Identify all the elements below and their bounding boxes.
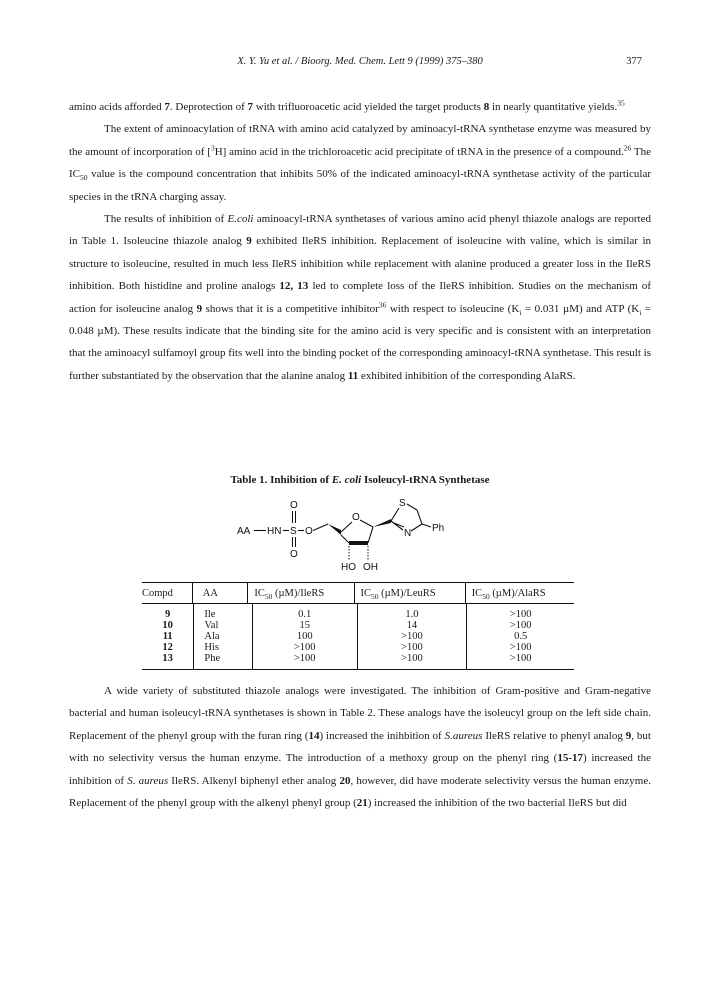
body-text-upper [69, 96, 651, 387]
species-name: S.aureus [444, 729, 483, 742]
compound-ref: 9 [625, 729, 632, 742]
text-span: in nearly quantitative yields. [489, 101, 618, 113]
label-oxygen-link: O [305, 526, 313, 537]
superscript: 3 [210, 143, 215, 153]
compound-ref: 11 [347, 369, 359, 382]
text-span: The results of inhibition of [104, 213, 228, 226]
compound-ref: 9 [196, 302, 203, 315]
cell-compd: 13 [162, 653, 173, 664]
compound-ref: 7 [164, 101, 170, 113]
table-row [142, 604, 574, 620]
compound-ref: 14 [308, 729, 320, 742]
cell-alars: >100 [467, 604, 574, 620]
page-number: 377 [626, 56, 642, 67]
table-1 [142, 582, 574, 670]
cell-leurs: 14 [357, 620, 467, 631]
label-thiazole-nitrogen: N [404, 528, 412, 539]
compound-ref: 7 [247, 101, 253, 113]
compound-ref: 8 [483, 101, 490, 113]
header-ic50-ilers: $IC_{50}$ (µM)/IleRS [248, 583, 354, 603]
citation-ref: 35 [617, 98, 625, 108]
cell-ilers: >100 [252, 642, 357, 653]
citation-ref: 36 [378, 300, 387, 309]
text-span: Isoleucyl-tRNA Synthetase [361, 474, 490, 486]
text-span: led to complete loss of the IleRS inhibition. Studies on the mechanism of action for isoleucine analog [69, 280, 652, 315]
text-span: amino acids afforded [69, 101, 165, 113]
label-hn: HN [267, 526, 282, 537]
paragraph-3 [69, 208, 651, 387]
cell-aa: Phe [194, 653, 253, 669]
label-hydroxyl-right: OH [363, 562, 378, 573]
label-aa: AA [237, 526, 251, 537]
page-header [0, 56, 720, 72]
text-span: IleRS relative to phenyl analog [482, 729, 626, 742]
table-row [142, 620, 574, 631]
text-span: . Deprotection of [169, 101, 248, 113]
text-span: The extent of aminoacylation of tRNA with amino acid catalyzed by aminoacyl-tRNA synthetase enzyme was measured by the amount of incorporation of [ [69, 123, 651, 158]
text-span: ) increased the inihbition of [319, 729, 445, 742]
text-span: value is the compound concentration that inhibits 50% of the indicated aminoacyl-tRNA synthetase activity of the particular species in the tRNA charging assay. [69, 168, 651, 203]
text-span: H] amino acid in the trichloroacetic acid precipitate of tRNA in the presence of a compound. [214, 145, 624, 158]
label-ring-oxygen: O [352, 512, 360, 523]
header-compd: Compd [142, 587, 173, 599]
running-head: X. Y. Yu et al. / Bioorg. Med. Chem. Lett 9 (1999) 375–380 [237, 56, 483, 67]
cell-aa: Ile [194, 604, 253, 620]
header-ic50-leurs: $IC_{50}$ (µM)/LeuRS [354, 583, 465, 603]
cell-compd: 10 [162, 620, 173, 631]
label-sulfur: S [290, 526, 297, 537]
cell-leurs: >100 [357, 653, 467, 669]
compound-ref: 20 [339, 774, 351, 787]
compound-ref: 21 [356, 797, 368, 810]
text-span: = 0.048 µM). These results indicate that the binding site for the amino acid is very specific and is consistent with an interpretation that the aminoacyl sulfamoyl group fits well into the binding pocket of the corresponding aminoacyl-tRNA synthetase. This result is further substantiated by the observation that the alanine analog [69, 302, 651, 382]
chemical-structure [225, 494, 515, 582]
subscript: i [519, 307, 522, 317]
subscript: 50 [80, 173, 88, 183]
cell-leurs: 1.0 [357, 604, 467, 620]
table-header-row [142, 583, 574, 603]
table-row [142, 653, 574, 669]
body-text-lower [69, 680, 651, 814]
cell-alars: >100 [467, 620, 574, 631]
header-aa: AA [192, 583, 248, 603]
species-name: E. coli [331, 474, 362, 486]
text-span: ) increased the inhibition of the two bacterial IleRS but did [367, 797, 627, 810]
text-span: = 0.031 µM) and ATP (K [521, 302, 640, 315]
species-name: E.coli [227, 213, 254, 226]
text-span: with trifluoroacetic acid yielded the target products [253, 101, 484, 113]
subscript: i [639, 307, 642, 317]
cell-compd: 12 [162, 642, 173, 653]
table-1-title [0, 474, 720, 486]
compound-ref: 12, 13 [279, 280, 309, 293]
cell-alars: 0.5 [467, 631, 574, 642]
text-span: IleRS. Alkenyl biphenyl ether analog [168, 774, 340, 787]
cell-compd: 9 [165, 609, 171, 620]
cell-aa: Ala [194, 631, 253, 642]
cell-alars: >100 [467, 653, 574, 669]
table-row [142, 642, 574, 653]
text-span: aminoacyl-tRNA synthetases of various amino acid phenyl thiazole analogs are reported in Table 1. Isoleucine thiazole analog [69, 213, 651, 248]
label-phenyl: Ph [432, 523, 445, 534]
cell-alars: >100 [467, 642, 574, 653]
cell-ilers: 15 [252, 620, 357, 631]
paragraph-1 [69, 96, 651, 118]
cell-leurs: >100 [357, 642, 467, 653]
text-span: The IC [69, 145, 651, 181]
citation-ref: 26 [623, 143, 632, 153]
cell-ilers: 100 [252, 631, 357, 642]
cell-ilers: >100 [252, 653, 357, 669]
text-span: exhibited inhibition of the corresponding AlaRS. [358, 369, 576, 382]
compound-ref: 15-17 [557, 752, 584, 765]
text-span: shows that it is a competitive inhibitor [202, 302, 379, 315]
label-hydroxyl-left: HO [341, 562, 356, 573]
text-span: with respect to isoleucine (K [386, 302, 520, 315]
paragraph-2 [69, 118, 651, 208]
cell-aa: Val [194, 620, 253, 631]
label-oxygen-top: O [290, 500, 298, 511]
cell-compd: 11 [162, 631, 173, 642]
cell-ilers: 0.1 [252, 604, 357, 620]
species-name: S. aureus [127, 774, 169, 787]
cell-leurs: >100 [357, 631, 467, 642]
header-ic50-alars: $IC_{50}$ (µM)/AlaRS [465, 583, 574, 603]
text-span: exhibited IleRS inhibition. Replacement of isoleucine with valine, which is similar in structure to isoleucine, resulted in much less IleRS inhibition while replacement with alanine produced a greater loss in the IleRS inhibition. Both histidine and proline analogs [69, 235, 651, 293]
text-span: , however, did have moderate selectivity versus the human enzyme. Replacement of the phenyl group with the alkenyl phenyl group ( [69, 774, 651, 810]
text-span: A wide variety of substituted thiazole analogs were investigated. The inhibition of Gram-positive and Gram-negative bacterial and human isoleucyl-tRNA synthetases is shown in Table 2. These analogs have the isoleucyl group on the left side chain. Replacement of the phenyl group with the furan ring ( [69, 685, 651, 742]
compound-ref: 9 [246, 235, 252, 248]
text-span: ) increased the inhibition of [69, 752, 651, 787]
label-oxygen-bottom: O [290, 549, 298, 560]
paragraph-4 [69, 680, 651, 814]
cell-aa: His [194, 642, 253, 653]
table-row [142, 631, 574, 642]
label-thiazole-sulfur: S [399, 498, 406, 509]
text-span: , but with no selectivity versus the human enzyme. The introduction of a methoxy group on the phenyl ring ( [69, 729, 651, 765]
text-span: Table 1. Inhibition of [230, 474, 332, 486]
